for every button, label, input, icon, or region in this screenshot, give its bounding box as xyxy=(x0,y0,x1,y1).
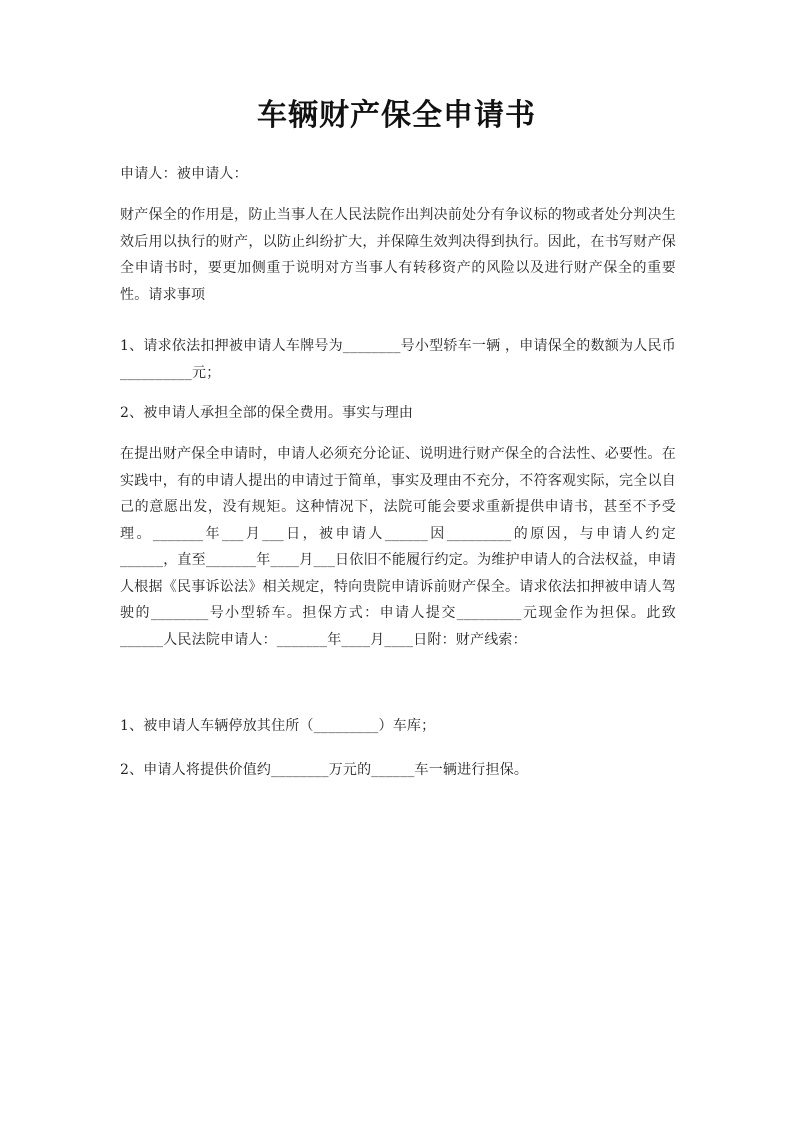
property-clue-2: 2、申请人将提供价值约________万元的______车一辆进行担保。 xyxy=(120,762,529,778)
document-title: 车辆财产保全申请书 xyxy=(257,98,536,133)
request-item-2: 2、被申请人承担全部的保全费用。事实与理由 xyxy=(120,405,414,421)
facts-and-reasons-paragraph: 在提出财产保全申请时，申请人必须充分论证、说明进行财产保全的合法性、必要性。在实践中，有的申请人提出的申请过于简单，事实及理由不充分，不符客观实际，完全以自己的意愿出发，没有规矩。这种情况下，法院可能会要求重新提供申请书，甚至不予受理。_______年___月___日，被申请人______因_________的原因，与申请人约定______，直至_______年____月___日依旧不能履行约定。为维护申请人的合法权益，申请人根据《民事诉讼法》相关规定，特向贵院申请诉前财产保全。请求依法扣押被申请人驾驶的________号小型轿车。担保方式：申请人提交_________元现金作为担保。此致______人民法院申请人：_______年____月____日附：财产线索： xyxy=(120,446,676,648)
property-clue-1: 1、被申请人车辆停放其住所（_________）车库； xyxy=(120,718,436,734)
intro-paragraph: 财产保全的作用是，防止当事人在人民法院作出判决前处分有争议标的物或者处分判决生效后用以执行的财产，以防止纠纷扩大，并保障生效判决得到执行。因此，在书写财产保全申请书时，要更加侧重于说明对方当事人有转移资产的风险以及进行财产保全的重要性。请求事项 xyxy=(120,207,676,303)
parties-line: 申请人：被申请人： xyxy=(120,166,248,182)
request-item-1: 1、请求依法扣押被申请人车牌号为________号小型轿车一辆 ，申请保全的数额为人民币__________元； xyxy=(120,338,676,381)
